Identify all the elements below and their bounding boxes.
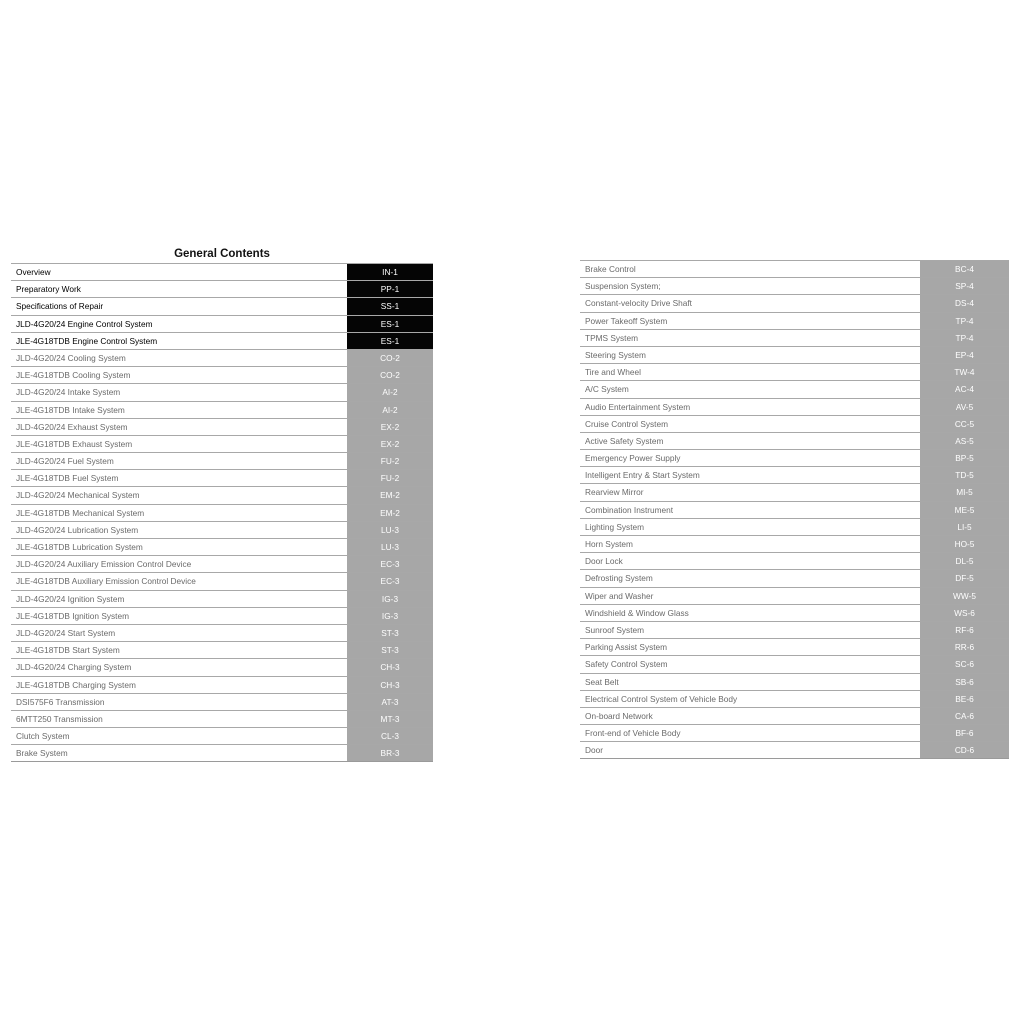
toc-entry-title: Windshield & Window Glass bbox=[585, 607, 689, 618]
toc-entry-title: Defrosting System bbox=[585, 573, 653, 584]
toc-entry-code: AI-2 bbox=[347, 384, 433, 400]
toc-entry-title: JLD-4G20/24 Engine Control System bbox=[16, 318, 153, 329]
toc-row[interactable] bbox=[11, 504, 433, 521]
toc-entry-code: BP-5 bbox=[920, 450, 1009, 466]
toc-entry-title: JLE-4G18TDB Intake System bbox=[16, 404, 125, 415]
toc-row[interactable] bbox=[580, 432, 1009, 449]
toc-entry-title: JLE-4G18TDB Fuel System bbox=[16, 473, 119, 484]
toc-row[interactable] bbox=[11, 555, 433, 572]
toc-entry-code: SC-6 bbox=[920, 656, 1009, 672]
toc-entry-code: EC-3 bbox=[347, 573, 433, 589]
toc-row[interactable] bbox=[11, 727, 433, 744]
toc-entry-code: FU-2 bbox=[347, 453, 433, 469]
toc-entry-title: Clutch System bbox=[16, 731, 70, 742]
toc-entry-title: A/C System bbox=[585, 384, 629, 395]
toc-row[interactable] bbox=[11, 366, 433, 383]
toc-entry-code: TP-4 bbox=[920, 313, 1009, 329]
toc-row[interactable] bbox=[580, 552, 1009, 569]
toc-entry-code: ST-3 bbox=[347, 625, 433, 641]
toc-row[interactable] bbox=[11, 486, 433, 503]
toc-entry-title: JLD-4G20/24 Fuel System bbox=[16, 456, 114, 467]
toc-row[interactable] bbox=[580, 724, 1009, 741]
toc-entry-title: Lighting System bbox=[585, 521, 645, 532]
toc-row[interactable] bbox=[580, 673, 1009, 690]
toc-row[interactable] bbox=[580, 277, 1009, 294]
toc-entry-code: CC-5 bbox=[920, 416, 1009, 432]
toc-entry-code: FU-2 bbox=[347, 470, 433, 486]
toc-entry-title: Steering System bbox=[585, 349, 646, 360]
toc-entry-title: Tire and Wheel bbox=[585, 367, 641, 378]
toc-row[interactable] bbox=[11, 349, 433, 366]
toc-entry-code: IN-1 bbox=[347, 264, 433, 280]
toc-entry-title: Combination Instrument bbox=[585, 504, 674, 515]
toc-row[interactable] bbox=[580, 655, 1009, 672]
toc-entry-code: IG-3 bbox=[347, 591, 433, 607]
toc-row[interactable] bbox=[11, 435, 433, 452]
toc-entry-code: PP-1 bbox=[347, 281, 433, 297]
toc-row[interactable] bbox=[11, 280, 433, 297]
toc-entry-code: WS-6 bbox=[920, 605, 1009, 621]
toc-entry-title: JLE-4G18TDB Engine Control System bbox=[16, 335, 158, 346]
toc-entry-code: TP-4 bbox=[920, 330, 1009, 346]
toc-row[interactable] bbox=[580, 294, 1009, 311]
toc-row[interactable] bbox=[11, 693, 433, 710]
toc-row[interactable] bbox=[11, 263, 433, 280]
toc-row[interactable] bbox=[11, 676, 433, 693]
toc-row[interactable] bbox=[580, 398, 1009, 415]
toc-row[interactable] bbox=[11, 401, 433, 418]
toc-row[interactable] bbox=[11, 469, 433, 486]
toc-entry-title: JLD-4G20/24 Intake System bbox=[16, 387, 121, 398]
toc-entry-title: Door bbox=[585, 745, 603, 756]
toc-row[interactable] bbox=[580, 329, 1009, 346]
toc-row[interactable] bbox=[580, 449, 1009, 466]
toc-row[interactable] bbox=[11, 521, 433, 538]
toc-entry-code: LI-5 bbox=[920, 519, 1009, 535]
toc-entry-code: RF-6 bbox=[920, 622, 1009, 638]
toc-entry-code: CO-2 bbox=[347, 367, 433, 383]
toc-entry-title: Rearview Mirror bbox=[585, 487, 644, 498]
toc-entry-title: Emergency Power Supply bbox=[585, 453, 681, 464]
toc-entry-code: MT-3 bbox=[347, 711, 433, 727]
toc-entry-title: Parking Assist System bbox=[585, 642, 668, 653]
toc-entry-title: JLE-4G18TDB Auxiliary Emission Control Device bbox=[16, 576, 196, 587]
toc-entry-code: EX-2 bbox=[347, 436, 433, 452]
toc-entry-title: Horn System bbox=[585, 539, 633, 549]
toc-entry-title: JLD-4G20/24 Exhaust System bbox=[16, 421, 128, 432]
toc-row[interactable] bbox=[580, 260, 1009, 277]
toc-row[interactable] bbox=[11, 538, 433, 555]
toc-row[interactable] bbox=[11, 383, 433, 400]
toc-row[interactable] bbox=[580, 466, 1009, 483]
toc-entry-code: AI-2 bbox=[347, 402, 433, 418]
toc-entry-title: DSI575F6 Transmission bbox=[16, 696, 105, 707]
toc-entry-code: DF-5 bbox=[920, 570, 1009, 586]
toc-row[interactable] bbox=[11, 332, 433, 349]
toc-entry-code: EC-3 bbox=[347, 556, 433, 572]
toc-entry-code: CH-3 bbox=[347, 677, 433, 693]
toc-entry-title: JLE-4G18TDB Charging System bbox=[16, 679, 136, 690]
toc-row[interactable] bbox=[580, 587, 1009, 604]
toc-row[interactable] bbox=[580, 483, 1009, 500]
toc-entry-title: JLD-4G20/24 Lubrication System bbox=[16, 524, 139, 535]
toc-entry-title: Specifications of Repair bbox=[16, 301, 104, 312]
toc-entry-title: Constant-velocity Drive Shaft bbox=[585, 298, 692, 309]
toc-entry-title: Front-end of Vehicle Body bbox=[585, 728, 681, 739]
toc-entry-title: Preparatory Work bbox=[16, 284, 81, 295]
toc-row[interactable] bbox=[580, 501, 1009, 518]
toc-row[interactable] bbox=[580, 690, 1009, 707]
toc-entry-code: AV-5 bbox=[920, 399, 1009, 415]
toc-entry-title: JLE-4G18TDB Exhaust System bbox=[16, 438, 133, 449]
toc-entry-title: JLE-4G18TDB Lubrication System bbox=[16, 542, 143, 552]
toc-entry-code: EP-4 bbox=[920, 347, 1009, 363]
toc-row[interactable] bbox=[11, 710, 433, 727]
toc-entry-title: JLE-4G18TDB Cooling System bbox=[16, 370, 131, 381]
toc-entry-title: Door Lock bbox=[585, 556, 623, 567]
toc-entry-code: CA-6 bbox=[920, 708, 1009, 724]
toc-row[interactable] bbox=[580, 638, 1009, 655]
toc-right-column bbox=[580, 260, 1009, 759]
toc-entry-title: JLE-4G18TDB Ignition System bbox=[16, 610, 129, 621]
toc-entry-title: TPMS System bbox=[585, 332, 639, 343]
toc-row[interactable] bbox=[11, 624, 433, 641]
toc-entry-code: AT-3 bbox=[347, 694, 433, 710]
toc-row[interactable] bbox=[580, 346, 1009, 363]
toc-row[interactable] bbox=[580, 312, 1009, 329]
toc-entry-code: BF-6 bbox=[920, 725, 1009, 741]
toc-row[interactable] bbox=[11, 590, 433, 607]
toc-entry-title: Sunroof System bbox=[585, 624, 645, 635]
toc-entry-code: SS-1 bbox=[347, 298, 433, 314]
toc-row[interactable] bbox=[11, 744, 433, 761]
toc-left-column bbox=[11, 263, 433, 762]
toc-row[interactable] bbox=[11, 315, 433, 332]
toc-row[interactable] bbox=[11, 607, 433, 624]
toc-entry-code: BE-6 bbox=[920, 691, 1009, 707]
toc-row[interactable] bbox=[580, 707, 1009, 724]
toc-entry-code: LU-3 bbox=[347, 522, 433, 538]
toc-entry-code: MI-5 bbox=[920, 484, 1009, 500]
toc-entry-title: JLD-4G20/24 Start System bbox=[16, 627, 116, 638]
toc-entry-code: SP-4 bbox=[920, 278, 1009, 294]
toc-entry-title: Safety Control System bbox=[585, 659, 668, 670]
toc-entry-title: Active Safety System bbox=[585, 435, 664, 446]
toc-entry-code: TW-4 bbox=[920, 364, 1009, 380]
toc-entry-code: CO-2 bbox=[347, 350, 433, 366]
toc-row[interactable] bbox=[580, 415, 1009, 432]
toc-entry-title: JLD-4G20/24 Auxiliary Emission Control Device bbox=[16, 559, 192, 570]
toc-row[interactable] bbox=[11, 658, 433, 675]
toc-entry-code: BC-4 bbox=[920, 261, 1009, 277]
toc-entry-code: CL-3 bbox=[347, 728, 433, 744]
toc-entry-code: WW-5 bbox=[920, 588, 1009, 604]
toc-row[interactable] bbox=[580, 741, 1009, 758]
toc-entry-title: JLD-4G20/24 Mechanical System bbox=[16, 490, 140, 501]
toc-row[interactable] bbox=[11, 297, 433, 314]
toc-entry-title: Overview bbox=[16, 267, 51, 277]
toc-entry-code: CD-6 bbox=[920, 742, 1009, 758]
toc-row[interactable] bbox=[11, 452, 433, 469]
toc-entry-code: DS-4 bbox=[920, 295, 1009, 311]
toc-entry-title: JLE-4G18TDB Mechanical System bbox=[16, 507, 145, 518]
toc-entry-code: ST-3 bbox=[347, 642, 433, 658]
toc-entry-code: CH-3 bbox=[347, 659, 433, 675]
toc-entry-title: Brake System bbox=[16, 748, 68, 759]
toc-entry-code: EX-2 bbox=[347, 419, 433, 435]
toc-row[interactable] bbox=[580, 569, 1009, 586]
toc-row[interactable] bbox=[11, 641, 433, 658]
toc-entry-code: AC-4 bbox=[920, 381, 1009, 397]
toc-entry-code: RR-6 bbox=[920, 639, 1009, 655]
toc-entry-title: 6MTT250 Transmission bbox=[16, 713, 103, 724]
toc-entry-title: JLE-4G18TDB Start System bbox=[16, 645, 120, 656]
toc-entry-code: EM-2 bbox=[347, 487, 433, 503]
toc-row[interactable] bbox=[11, 572, 433, 589]
toc-entry-code: EM-2 bbox=[347, 505, 433, 521]
toc-entry-code: ME-5 bbox=[920, 502, 1009, 518]
toc-row[interactable] bbox=[11, 418, 433, 435]
toc-row[interactable] bbox=[580, 535, 1009, 552]
toc-row[interactable] bbox=[580, 518, 1009, 535]
toc-entry-title: Brake Control bbox=[585, 264, 636, 274]
toc-entry-code: SB-6 bbox=[920, 674, 1009, 690]
toc-entry-code: LU-3 bbox=[347, 539, 433, 555]
toc-entry-title: Wiper and Washer bbox=[585, 590, 654, 601]
toc-entry-title: JLD-4G20/24 Charging System bbox=[16, 662, 132, 673]
toc-entry-title: JLD-4G20/24 Ignition System bbox=[16, 593, 125, 604]
toc-entry-title: Cruise Control System bbox=[585, 418, 668, 429]
toc-entry-code: ES-1 bbox=[347, 333, 433, 349]
toc-entry-title: JLD-4G20/24 Cooling System bbox=[16, 352, 126, 363]
toc-entry-code: HO-5 bbox=[920, 536, 1009, 552]
toc-entry-code: TD-5 bbox=[920, 467, 1009, 483]
toc-entry-title: Audio Entertainment System bbox=[585, 401, 691, 412]
toc-entry-title: Intelligent Entry & Start System bbox=[585, 470, 700, 481]
toc-entry-title: Suspension System; bbox=[585, 281, 661, 292]
toc-entry-code: DL-5 bbox=[920, 553, 1009, 569]
toc-row[interactable] bbox=[580, 621, 1009, 638]
toc-entry-code: IG-3 bbox=[347, 608, 433, 624]
toc-entry-code: AS-5 bbox=[920, 433, 1009, 449]
toc-row[interactable] bbox=[580, 363, 1009, 380]
toc-entry-title: On-board Network bbox=[585, 710, 653, 721]
toc-row[interactable] bbox=[580, 604, 1009, 621]
toc-entry-code: BR-3 bbox=[347, 745, 433, 761]
page-title: General Contents bbox=[174, 248, 270, 260]
toc-row[interactable] bbox=[580, 380, 1009, 397]
toc-entry-title: Power Takeoff System bbox=[585, 315, 668, 326]
toc-entry-code: ES-1 bbox=[347, 316, 433, 332]
toc-entry-title: Electrical Control System of Vehicle Body bbox=[585, 693, 738, 704]
toc-entry-title: Seat Belt bbox=[585, 676, 619, 687]
